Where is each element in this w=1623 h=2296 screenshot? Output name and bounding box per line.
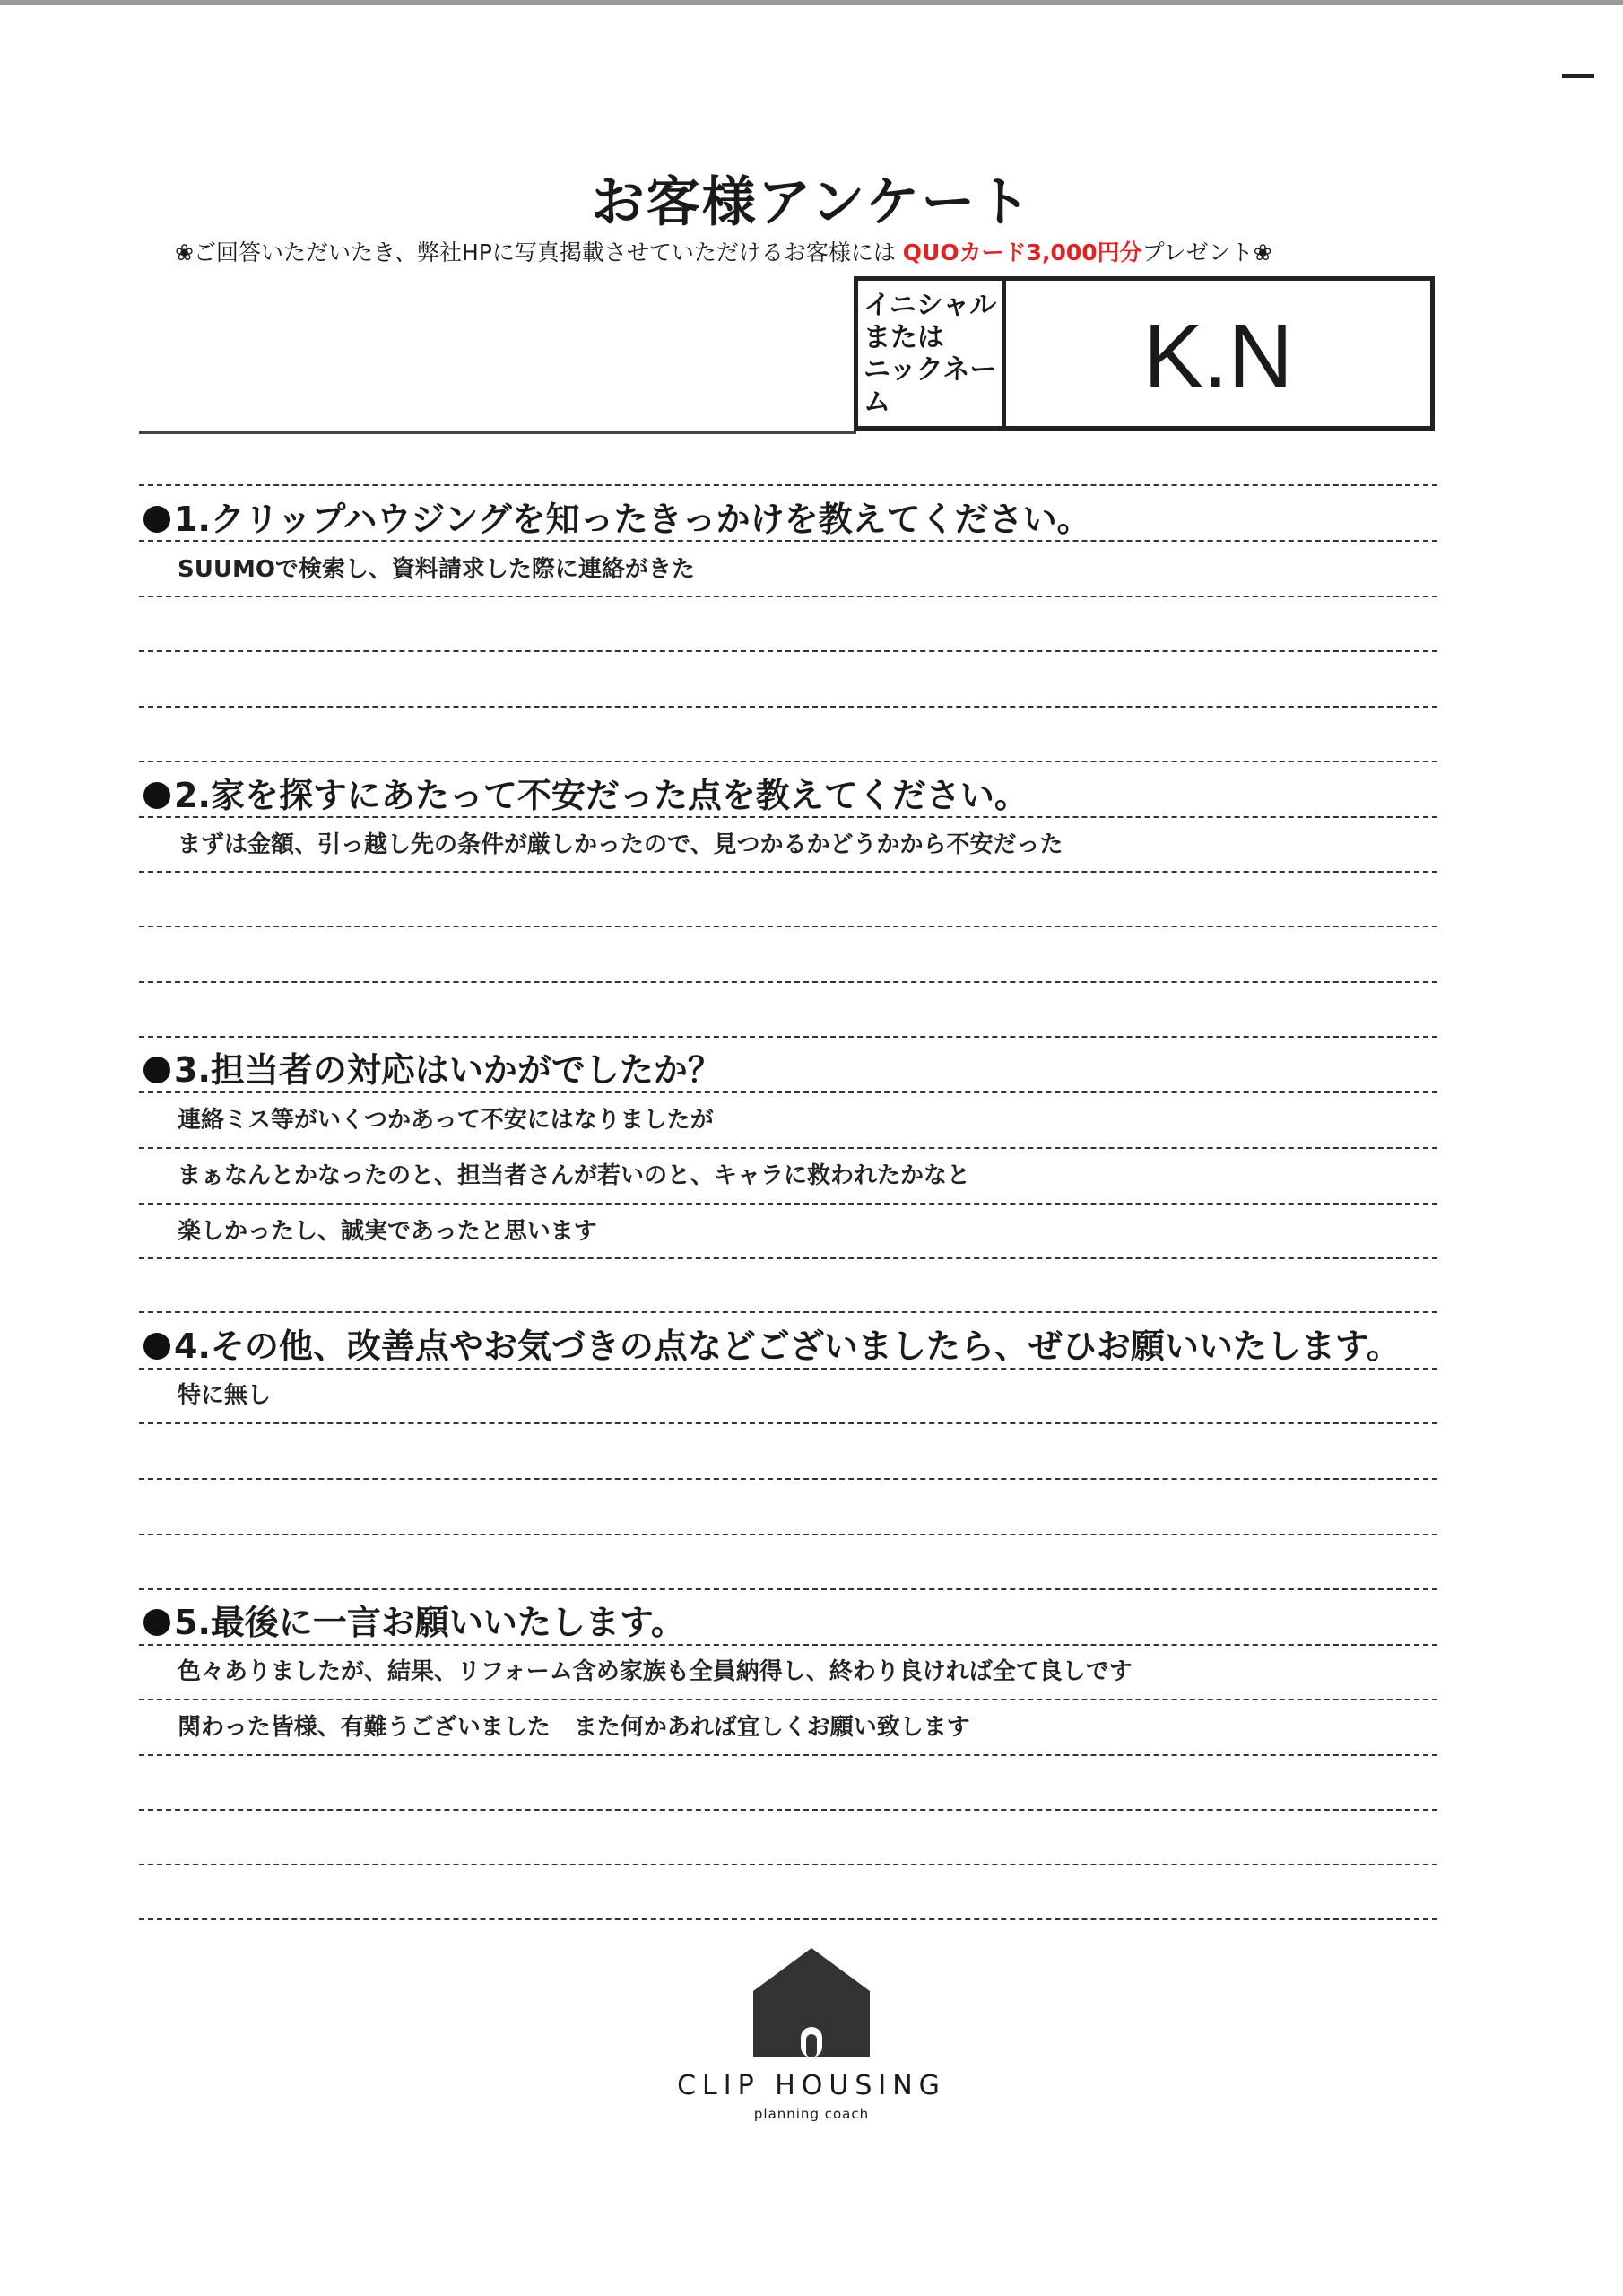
bullet-icon — [143, 1333, 170, 1360]
answer-line — [139, 1809, 1437, 1811]
question-1-heading — [143, 491, 1091, 541]
answer-line — [139, 1699, 1437, 1700]
question-2-heading — [143, 768, 1028, 817]
scan-top-edge — [0, 0, 1623, 5]
bullet-icon — [143, 506, 170, 533]
divider — [139, 1588, 1437, 1590]
divider — [139, 1091, 1437, 1093]
question-4-text: 4.その他、改善点やお気づきの点などございましたら、ぜひお願いいたします。 — [174, 1326, 1401, 1366]
answer-line — [139, 1534, 1437, 1535]
question-5-answer-2[interactable]: 関わった皆様、有難うございました また何かあれば宜しくお願い致します — [178, 1714, 970, 1741]
question-5-text: 5.最後に一言お願いいたします。 — [174, 1603, 685, 1642]
divider — [139, 484, 1437, 486]
question-3-text: 3.担当者の対応はいかがでしたか？ — [174, 1050, 722, 1090]
name-field-label: イニシャル または ニックネー ム — [858, 281, 1006, 426]
subtitle-suffix: プレゼント❀ — [1141, 239, 1272, 265]
divider — [139, 1311, 1437, 1313]
question-3-answer-2[interactable]: まぁなんとかなったのと、担当者さんが若いのと、キャラに救われたかなと — [178, 1162, 971, 1189]
question-5-heading — [143, 1595, 685, 1644]
answer-line — [139, 596, 1437, 597]
page-title: お客様アンケート — [590, 171, 1033, 234]
bullet-icon — [143, 782, 170, 809]
answer-line — [139, 981, 1437, 983]
question-4-heading — [143, 1318, 1401, 1368]
subtitle-prefix: ❀ご回答いただいたき、弊社HPに写真掲載させていただけるお客様には — [175, 239, 903, 265]
answer-line — [139, 871, 1437, 873]
logo-name: CLIP HOUSING — [677, 2070, 946, 2101]
answer-line — [139, 1864, 1437, 1866]
question-1-text: 1.クリップハウジングを知ったきっかけを教えてください。 — [174, 500, 1091, 539]
question-3-answer-1[interactable]: 連絡ミス等がいくつかあって不安にはなりましたが — [178, 1107, 714, 1134]
subtitle — [175, 235, 1430, 267]
answer-line — [139, 1203, 1437, 1205]
divider — [139, 1644, 1437, 1646]
question-3-heading — [143, 1042, 722, 1091]
bullet-icon — [143, 1057, 170, 1083]
answer-line — [139, 1754, 1437, 1756]
answer-line — [139, 1918, 1437, 1920]
question-5-answer-1[interactable]: 色々ありましたが、結果、リフォーム含め家族も全員納得し、終わり良ければ全て良しです — [178, 1658, 1133, 1685]
name-field-box — [854, 276, 1435, 430]
question-3-answer-3[interactable]: 楽しかったし、誠実であったと思います — [178, 1218, 597, 1245]
divider — [139, 761, 1437, 762]
subtitle-highlight: QUOカード3,000円分 — [902, 239, 1142, 265]
divider — [139, 816, 1437, 818]
question-2-answer-1[interactable]: まずは金額、引っ越し先の条件が厳しかったので、見つかるかどうかから不安だった — [178, 831, 1063, 858]
answer-line — [139, 1422, 1437, 1424]
divider — [139, 540, 1437, 542]
answer-line — [139, 1257, 1437, 1259]
name-field-baseline — [139, 430, 856, 434]
logo-tagline: planning coach — [753, 2106, 870, 2122]
name-field-value[interactable]: K.N — [1143, 305, 1293, 406]
answer-line — [139, 706, 1437, 708]
divider — [139, 1036, 1437, 1038]
answer-line — [139, 1478, 1437, 1480]
question-4-answer-1[interactable]: 特に無し — [178, 1382, 272, 1409]
answer-line — [139, 926, 1437, 927]
bullet-icon — [143, 1609, 170, 1636]
question-1-answer-1[interactable]: SUUMOで検索し、資料請求した際に連絡がきた — [178, 556, 695, 583]
answer-line — [139, 650, 1437, 652]
corner-mark — [1562, 74, 1594, 78]
question-2-text: 2.家を探すにあたって不安だった点を教えてください。 — [174, 776, 1028, 815]
divider — [139, 1368, 1437, 1370]
answer-line — [139, 1147, 1437, 1149]
